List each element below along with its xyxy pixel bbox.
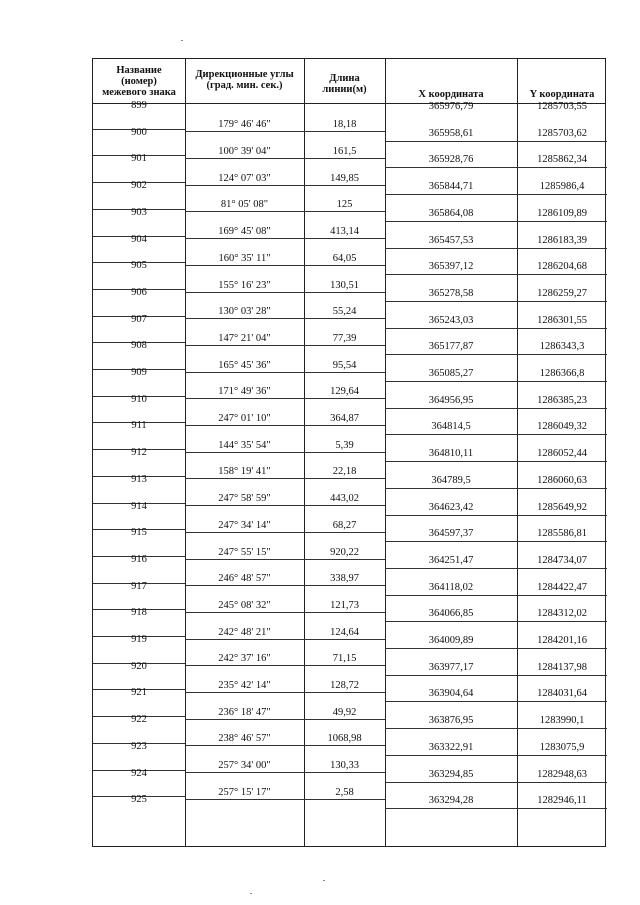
header-length-line: линии(м) <box>322 84 367 95</box>
point-y: 1284201,16 <box>537 635 587 646</box>
point-x: 365958,61 <box>428 127 474 139</box>
segment-angle: 147° 21' 04" <box>218 332 271 344</box>
point-x: 365457,53 <box>428 234 474 246</box>
row-divider <box>385 675 607 676</box>
point-y: 1286109,89 <box>537 207 587 219</box>
point-y: 1285862,34 <box>537 154 587 166</box>
row-divider <box>185 238 385 239</box>
point-name: 922 <box>131 714 147 726</box>
segment-length: 77,39 <box>332 332 357 344</box>
point-y: 1285586,81 <box>537 528 587 540</box>
segment-length: 130,33 <box>330 760 359 772</box>
point-name: 915 <box>131 527 147 539</box>
point-name: 903 <box>131 206 147 218</box>
point-y: 1286049,32 <box>537 421 587 433</box>
segment-length: 71,15 <box>332 653 357 665</box>
row-divider <box>185 398 385 399</box>
row-divider <box>385 408 607 409</box>
point-name: 906 <box>131 286 147 298</box>
segment-angle: 242° 48' 21" <box>218 626 271 638</box>
segment-length: 443,02 <box>330 493 359 505</box>
point-x: 363977,17 <box>428 661 474 673</box>
row-divider <box>385 595 607 596</box>
point-y: 1284031,64 <box>537 688 587 700</box>
row-divider <box>385 167 607 168</box>
scan-speck <box>250 893 252 894</box>
point-name: 919 <box>131 634 147 645</box>
point-y: 1286343,3 <box>539 341 585 353</box>
point-y: 1286060,63 <box>537 474 587 486</box>
header-name-line: (номер) <box>121 75 157 87</box>
point-name: 901 <box>131 153 147 165</box>
header-name-line: Название <box>116 64 162 76</box>
row-divider <box>185 639 385 640</box>
point-y: 1286385,23 <box>537 394 587 406</box>
segment-angle: 169° 45' 08" <box>218 226 271 238</box>
row-divider <box>185 612 385 613</box>
scan-speck <box>181 40 183 41</box>
point-x: 364789,5 <box>431 474 471 486</box>
point-y: 1286052,44 <box>537 448 587 460</box>
point-x: 365928,76 <box>428 154 474 166</box>
segment-length: 364,87 <box>330 413 359 425</box>
point-name: 920 <box>131 660 147 672</box>
segment-angle: 100° 39' 04" <box>218 146 271 158</box>
segment-length: 2,58 <box>335 786 354 798</box>
point-y: 1285703,62 <box>537 127 587 139</box>
point-x: 364814,5 <box>431 421 471 433</box>
segment-angle: 245° 08' 32" <box>218 599 271 611</box>
point-name: 921 <box>131 687 147 699</box>
point-y: 1286366,8 <box>539 368 585 379</box>
row-divider <box>385 434 607 435</box>
point-name: 911 <box>131 420 147 432</box>
row-divider <box>385 194 607 195</box>
segment-length: 68,27 <box>332 519 357 531</box>
scan-speck <box>323 880 325 881</box>
row-divider <box>385 141 607 142</box>
segment-angle: 235° 42' 14" <box>218 680 271 692</box>
segment-angle: 247° 34' 14" <box>218 519 271 531</box>
row-divider <box>185 745 385 746</box>
row-divider <box>185 719 385 720</box>
row-divider <box>385 541 607 542</box>
row-divider <box>385 381 607 382</box>
point-x: 365864,08 <box>428 207 474 219</box>
point-name: 916 <box>131 553 147 565</box>
row-divider <box>185 532 385 533</box>
point-y: 1282948,63 <box>537 768 587 780</box>
point-y: 1284137,98 <box>537 661 587 673</box>
segment-angle: 246° 48' 57" <box>218 573 271 585</box>
row-divider <box>385 488 607 489</box>
header-y-column <box>517 59 607 103</box>
segment-angle: 144° 35' 54" <box>218 439 271 451</box>
header-x-label: X координата <box>418 89 484 100</box>
row-divider <box>385 648 607 649</box>
segment-length: 64,05 <box>332 252 357 264</box>
row-divider <box>385 248 607 249</box>
segment-length: 130,51 <box>330 279 359 291</box>
point-name: 918 <box>131 607 147 619</box>
segment-length: 161,5 <box>332 146 357 158</box>
point-y: 1282946,11 <box>537 795 587 807</box>
point-y: 1285703,55 <box>537 101 587 112</box>
point-x: 364066,85 <box>428 608 474 620</box>
header-length-column <box>304 59 385 103</box>
point-name: 905 <box>131 260 147 272</box>
point-x: 365976,79 <box>428 101 474 112</box>
row-divider <box>385 755 607 756</box>
point-name: 907 <box>131 313 147 325</box>
row-divider <box>185 265 385 266</box>
point-y: 1284734,07 <box>537 554 587 566</box>
segment-angle: 171° 49' 36" <box>218 386 271 398</box>
point-x: 365243,03 <box>428 314 474 326</box>
segment-length: 95,54 <box>332 359 357 371</box>
point-name: 899 <box>131 100 147 111</box>
segment-angle: 247° 01' 10" <box>218 413 271 425</box>
row-divider <box>185 158 385 159</box>
row-divider <box>185 452 385 453</box>
segment-length: 18,18 <box>332 119 357 131</box>
segment-length: 22,18 <box>332 466 357 478</box>
row-divider <box>185 131 385 132</box>
point-x: 364118,02 <box>428 581 474 593</box>
row-divider <box>185 505 385 506</box>
point-x: 364623,42 <box>428 501 474 513</box>
row-divider <box>385 728 607 729</box>
segment-angle: 238° 46' 57" <box>218 733 271 745</box>
point-y: 1285986,4 <box>539 181 585 193</box>
point-name: 904 <box>131 233 147 245</box>
header-angle-line: (град. мин. сек.) <box>206 80 283 91</box>
row-divider <box>385 515 607 516</box>
point-name: 900 <box>131 126 147 138</box>
row-divider <box>385 568 607 569</box>
segment-length: 1068,98 <box>327 733 362 745</box>
segment-length: 920,22 <box>330 546 359 558</box>
segment-angle: 247° 58' 59" <box>218 493 271 505</box>
point-x: 364251,47 <box>428 554 474 566</box>
row-divider <box>185 799 385 800</box>
segment-length: 338,97 <box>330 573 359 585</box>
row-divider <box>385 782 607 783</box>
point-name: 924 <box>131 767 147 779</box>
segment-length: 121,73 <box>330 599 359 611</box>
row-divider <box>185 692 385 693</box>
point-y: 1286259,27 <box>537 287 587 299</box>
segment-length: 149,85 <box>330 172 359 184</box>
point-y: 1285649,92 <box>537 501 587 513</box>
point-x: 365397,12 <box>428 261 474 273</box>
header-length-line: Длина <box>329 73 360 84</box>
row-divider <box>185 772 385 773</box>
point-x: 364009,89 <box>428 635 474 646</box>
point-x: 364597,37 <box>428 528 474 540</box>
point-name: 908 <box>131 340 147 352</box>
segment-angle: 257° 34' 00" <box>218 760 271 772</box>
point-y: 1284422,47 <box>537 581 587 593</box>
point-name: 917 <box>131 580 147 592</box>
row-divider <box>385 274 607 275</box>
header-y-label: Y координата <box>529 89 595 100</box>
row-divider <box>185 211 385 212</box>
segment-angle: 124° 07' 03" <box>218 172 271 184</box>
row-divider <box>385 354 607 355</box>
row-divider <box>185 425 385 426</box>
point-x: 363876,95 <box>428 715 474 727</box>
row-divider <box>185 559 385 560</box>
header-x-column <box>385 59 517 103</box>
segment-angle: 155° 16' 23" <box>218 279 271 291</box>
segment-angle: 165° 45' 36" <box>218 359 271 371</box>
segment-length: 124,64 <box>330 626 359 638</box>
point-x: 363904,64 <box>428 688 474 700</box>
segment-angle: 242° 37' 16" <box>218 653 271 665</box>
point-name: 902 <box>131 180 147 192</box>
row-divider <box>185 372 385 373</box>
segment-length: 413,14 <box>330 226 359 238</box>
point-name: 909 <box>131 367 147 378</box>
point-name: 914 <box>131 500 147 512</box>
segment-angle: 179° 46' 46" <box>218 119 271 131</box>
point-x: 364810,11 <box>428 448 474 460</box>
segment-angle: 247° 55' 15" <box>218 546 271 558</box>
segment-length: 125 <box>336 199 353 211</box>
point-x: 363294,28 <box>428 795 474 807</box>
row-divider <box>185 478 385 479</box>
row-divider <box>385 221 607 222</box>
point-y: 1283990,1 <box>539 715 585 727</box>
point-x: 365085,27 <box>428 368 474 379</box>
row-divider <box>385 461 607 462</box>
row-divider <box>185 292 385 293</box>
header-name-line: межевого знака <box>102 86 176 98</box>
point-x: 364956,95 <box>428 394 474 406</box>
point-name: 925 <box>131 794 147 806</box>
header-angle-column <box>185 59 304 103</box>
segment-angle: 81° 05' 08" <box>220 199 269 211</box>
segment-angle: 257° 15' 17" <box>218 786 271 798</box>
row-divider <box>185 585 385 586</box>
point-y: 1286183,39 <box>537 234 587 246</box>
segment-length: 128,72 <box>330 680 359 692</box>
point-x: 363322,91 <box>428 741 474 753</box>
row-divider <box>385 621 607 622</box>
row-divider <box>185 185 385 186</box>
point-x: 363294,85 <box>428 768 474 780</box>
point-name: 923 <box>131 740 147 752</box>
point-x: 365844,71 <box>428 181 474 193</box>
point-x: 365278,58 <box>428 287 474 299</box>
row-divider <box>185 665 385 666</box>
header-angle-line: Дирекционные углы <box>195 69 294 80</box>
segment-length: 49,92 <box>332 706 357 718</box>
point-name: 910 <box>131 393 147 405</box>
row-divider <box>385 328 607 329</box>
segment-length: 55,24 <box>332 306 357 318</box>
point-x: 365177,87 <box>428 341 474 353</box>
segment-angle: 236° 18' 47" <box>218 706 271 718</box>
point-y: 1283075,9 <box>539 741 585 753</box>
row-divider <box>385 301 607 302</box>
row-divider <box>385 701 607 702</box>
segment-angle: 130° 03' 28" <box>218 306 271 318</box>
segment-length: 5,39 <box>335 439 354 451</box>
header-name-column <box>93 59 185 103</box>
row-divider <box>185 345 385 346</box>
segment-angle: 160° 35' 11" <box>218 252 271 264</box>
point-y: 1284312,02 <box>537 608 587 620</box>
segment-angle: 158° 19' 41" <box>218 466 271 478</box>
row-divider <box>385 808 607 809</box>
point-name: 912 <box>131 447 147 459</box>
segment-length: 129,64 <box>330 386 359 398</box>
row-divider <box>185 318 385 319</box>
point-y: 1286301,55 <box>537 314 587 326</box>
point-name: 913 <box>131 473 147 485</box>
boundary-coordinates-table <box>92 58 606 847</box>
point-y: 1286204,68 <box>537 261 587 273</box>
